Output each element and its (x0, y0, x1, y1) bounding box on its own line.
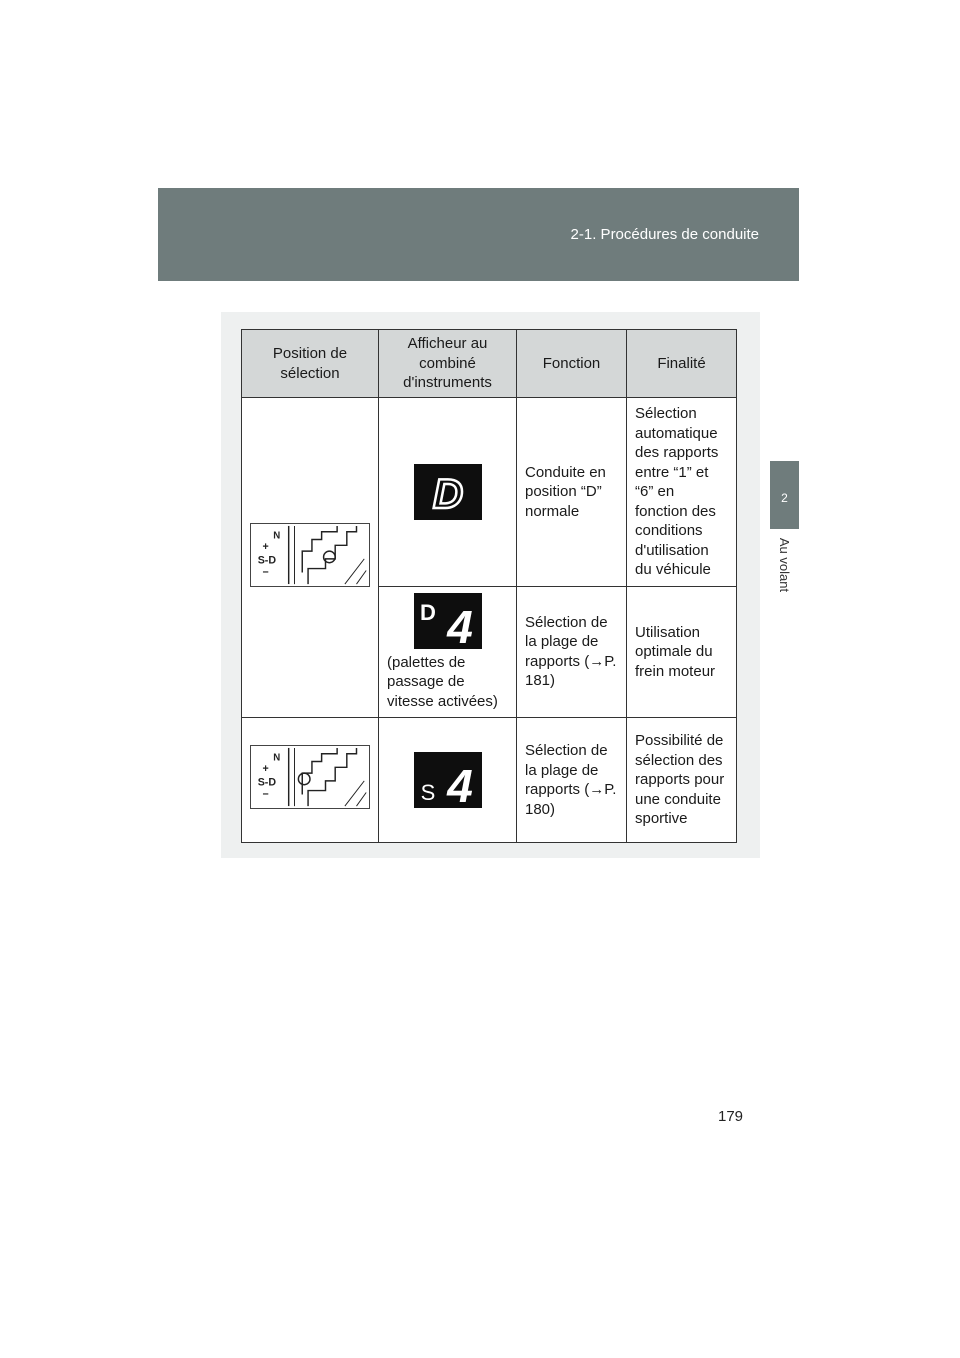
gate-label-plus: + (262, 540, 269, 553)
header-display: Afficheur au combiné d'instruments (379, 330, 517, 398)
shift-table (241, 329, 737, 843)
lcd-digit-4: 4 (446, 600, 473, 649)
paddle-note: (palettes de passage de vitesse activées) (387, 653, 498, 710)
purpose-cell-2: Utilisation optimale du frein moteur (627, 586, 737, 718)
gate-cell-2 (242, 718, 379, 843)
header-function: Fonction (517, 330, 627, 398)
purpose-cell-3: Possibilité de sélection des rapports pour une conduite sportive (627, 718, 737, 843)
chapter-tab (770, 461, 799, 529)
header-band (158, 188, 799, 281)
table-header-row (242, 330, 737, 398)
function-cell-2: Sélection de la plage de rapports (→P. 181) (517, 586, 627, 718)
lcd-display-s4 (414, 752, 482, 808)
lcd-letter-s: S (420, 780, 435, 805)
lcd-letter-d: D (419, 599, 436, 625)
table-row (242, 398, 737, 587)
shift-gate-diagram (250, 745, 370, 809)
lcd-glyph-d: D (432, 469, 463, 517)
header-purpose: Finalité (627, 330, 737, 398)
function-cell-1: Conduite en position “D” normale (517, 398, 627, 587)
lcd-digit-4: 4 (446, 760, 473, 808)
function-cell-3: Sélection de la plage de rapports (→P. 180) (517, 718, 627, 843)
lcd-display-d (414, 464, 482, 520)
header-position: Position de sélection (242, 330, 379, 398)
gate-label-minus: − (262, 566, 269, 579)
gate-label-n: N (273, 752, 281, 764)
gate-label-plus: + (262, 763, 269, 776)
gate-label-minus: − (262, 788, 269, 801)
gate-label-sd: S-D (257, 554, 277, 567)
shift-gate-diagram (250, 523, 370, 587)
gate-label-sd: S-D (257, 776, 277, 789)
display-cell-s4 (379, 718, 517, 843)
lcd-display-d4 (414, 593, 482, 649)
page-number: 179 (718, 1108, 744, 1125)
chapter-label: Au volant (777, 537, 792, 593)
table-row (242, 718, 737, 843)
table-panel (221, 312, 760, 858)
gate-cell-1 (242, 398, 379, 718)
gate-label-n: N (273, 530, 281, 542)
chapter-number: 2 (781, 491, 788, 505)
section-title: 2-1. Procédures de conduite (570, 226, 759, 243)
purpose-cell-1: Sélection automatique des rapports entre “1” et “6” en fonction des conditions d'utilisation du véhicule (627, 398, 737, 587)
display-cell-d4 (379, 586, 517, 718)
display-cell-d (379, 398, 517, 587)
